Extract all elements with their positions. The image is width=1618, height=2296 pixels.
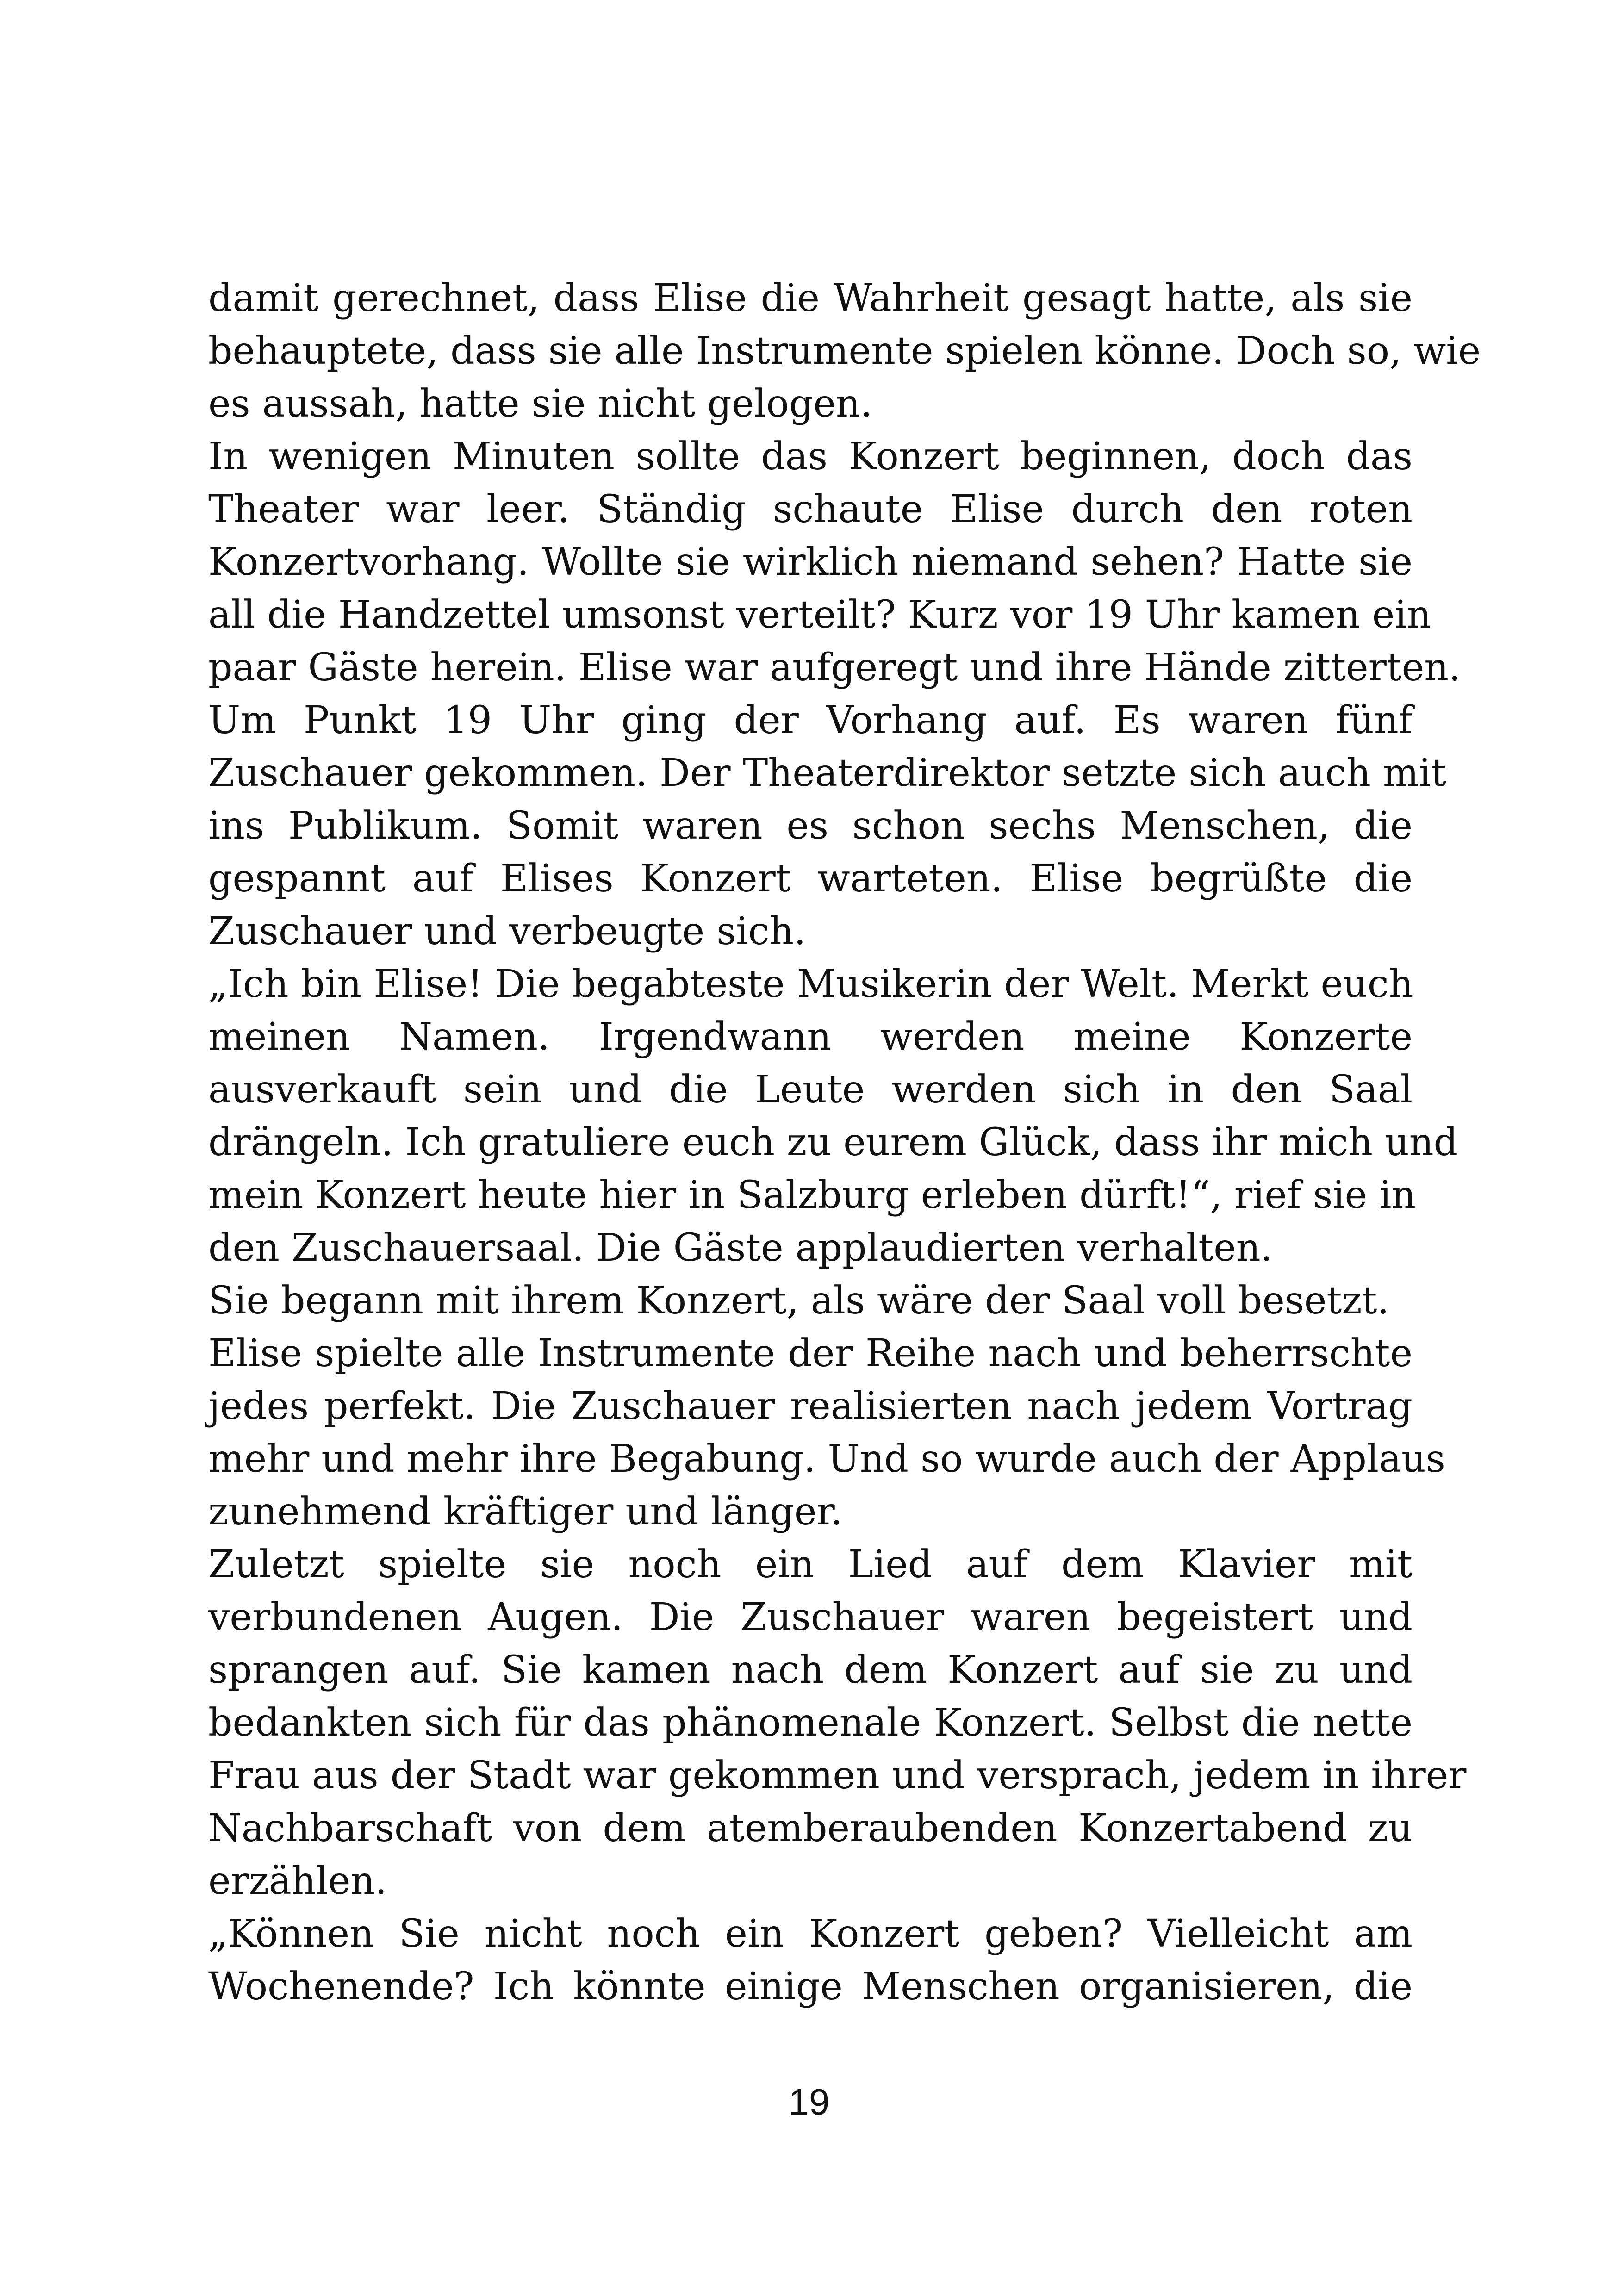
text-line: Wochenende? Ich könnte einige Menschen organisieren, die [208, 1965, 1413, 2009]
text-line: paar Gäste herein. Elise war aufgeregt und ihre Hände zitterten. [208, 646, 1461, 690]
body-text [208, 272, 1481, 2013]
text-line: Zuletzt spielte sie noch ein Lied auf dem Klavier mit [208, 1543, 1413, 1587]
text-line: Zuschauer gekommen. Der Theaterdirektor setzte sich auch mit [208, 751, 1446, 795]
text-line: ausverkauft sein und die Leute werden sich in den Saal [208, 1068, 1413, 1112]
text-line: den Zuschauersaal. Die Gäste applaudierten verhalten. [208, 1226, 1273, 1270]
text-line: Konzertvorhang. Wollte sie wirklich niemand sehen? Hatte sie [208, 540, 1413, 584]
text-line: „Können Sie nicht noch ein Konzert geben? Vielleicht am [208, 1912, 1413, 1956]
text-line: gespannt auf Elises Konzert warteten. Elise begrüßte die [208, 857, 1413, 901]
text-line: bedankten sich für das phänomenale Konzert. Selbst die nette [208, 1701, 1413, 1745]
text-line: Theater war leer. Ständig schaute Elise durch den roten [208, 487, 1413, 531]
text-line: „Ich bin Elise! Die begabteste Musikerin der Welt. Merkt euch [208, 962, 1413, 1006]
text-line: Zuschauer und verbeugte sich. [208, 909, 806, 953]
text-line: Nachbarschaft von dem atemberaubenden Konzertabend zu [208, 1806, 1413, 1850]
text-line: ins Publikum. Somit waren es schon sechs Menschen, die [208, 804, 1413, 848]
text-line: jedes perfekt. Die Zuschauer realisierten nach jedem Vortrag [208, 1384, 1413, 1428]
text-line: mein Konzert heute hier in Salzburg erleben dürft!“, rief sie in [208, 1173, 1416, 1217]
text-line: drängeln. Ich gratuliere euch zu eurem Glück, dass ihr mich und [208, 1120, 1458, 1164]
text-line: Um Punkt 19 Uhr ging der Vorhang auf. Es waren fünf [208, 698, 1413, 742]
text-line: verbundenen Augen. Die Zuschauer waren begeistert und [208, 1595, 1413, 1639]
text-line: zunehmend kräftiger und länger. [208, 1490, 843, 1534]
text-line: In wenigen Minuten sollte das Konzert beginnen, doch das [208, 435, 1413, 479]
text-line: es aussah, hatte sie nicht gelogen. [208, 382, 872, 426]
text-line: all die Handzettel umsonst verteilt? Kurz vor 19 Uhr kamen ein [208, 593, 1431, 637]
text-line: erzählen. [208, 1859, 387, 1903]
text-line: sprangen auf. Sie kamen nach dem Konzert auf sie zu und [208, 1648, 1413, 1692]
text-line: damit gerechnet, dass Elise die Wahrheit gesagt hatte, als sie [208, 276, 1413, 320]
text-line: mehr und mehr ihre Begabung. Und so wurde auch der Applaus [208, 1437, 1445, 1481]
text-line: Sie begann mit ihrem Konzert, als wäre der Saal voll besetzt. [208, 1279, 1389, 1323]
page-number: 19 [788, 2081, 830, 2122]
text-line: Frau aus der Stadt war gekommen und versprach, jedem in ihrer [208, 1754, 1467, 1798]
text-line: Elise spielte alle Instrumente der Reihe nach und beherrschte [208, 1332, 1413, 1375]
text-line: behauptete, dass sie alle Instrumente spielen könne. Doch so, wie [208, 329, 1481, 373]
text-line: meinen Namen. Irgendwann werden meine Konzerte [208, 1015, 1413, 1059]
